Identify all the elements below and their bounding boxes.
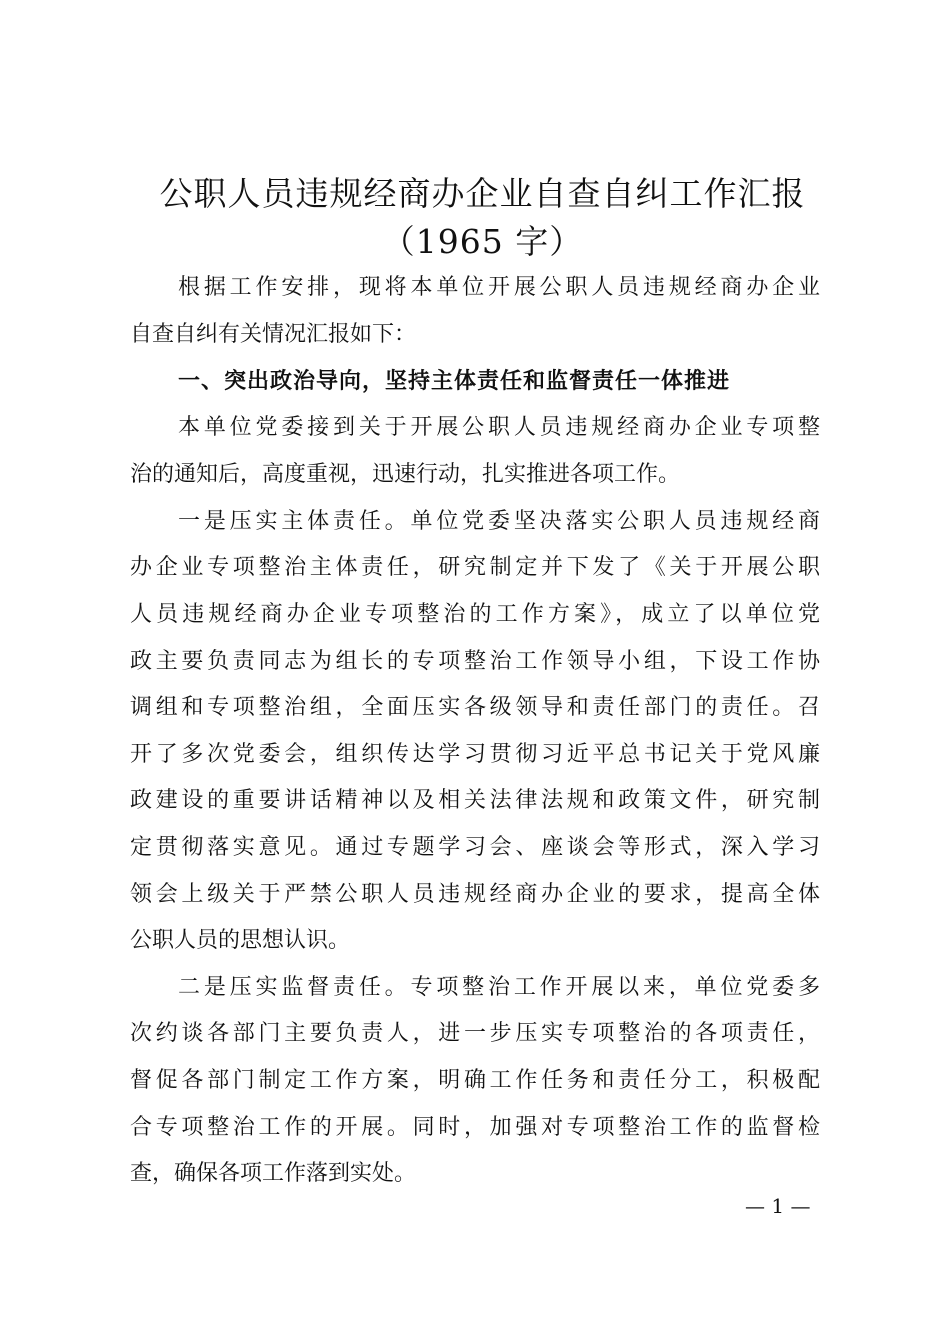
paragraph-line: 公职人员的思想认识。 (130, 928, 351, 953)
paragraph-line: 定贯彻落实意见。通过专题学习会、座谈会等形式，深入学习 (130, 835, 820, 860)
paragraph-line: 次约谈各部门主要负责人，进一步压实专项整治的各项责任， (130, 1021, 820, 1046)
paragraph-line: 合专项整治工作的开展。同时，加强对专项整治工作的监督检 (130, 1115, 820, 1140)
paragraph-line: 本单位党委接到关于开展公职人员违规经商办企业专项整 (178, 415, 820, 440)
paragraph-line: 开了多次党委会，组织传达学习贯彻习近平总书记关于党风廉 (130, 742, 820, 767)
paragraph-line: 查，确保各项工作落到实处。 (130, 1161, 417, 1186)
paragraph-line: 治的通知后，高度重视，迅速行动，扎实推进各项工作。 (130, 462, 681, 487)
paragraph-line: 根据工作安排，现将本单位开展公职人员违规经商办企业 (178, 275, 820, 300)
paragraph-line: 督促各部门制定工作方案，明确工作任务和责任分工，积极配 (130, 1068, 820, 1093)
paragraph-line: 一是压实主体责任。单位党委坚决落实公职人员违规经商 (178, 509, 820, 534)
paragraph-line: 办企业专项整治主体责任，研究制定并下发了《关于开展公职 (130, 555, 820, 580)
paragraph-line: 二是压实监督责任。专项整治工作开展以来，单位党委多 (178, 975, 820, 1000)
paragraph-line: 调组和专项整治组，全面压实各级领导和责任部门的责任。召 (130, 695, 820, 720)
page-number: — 1 — (745, 1194, 811, 1218)
paragraph-line: 政建设的重要讲话精神以及相关法律法规和政策文件，研究制 (130, 788, 820, 813)
paragraph-line: 人员违规经商办企业专项整治的工作方案》，成立了以单位党 (130, 602, 820, 627)
paragraph-line: 领会上级关于严禁公职人员违规经商办企业的要求，提高全体 (130, 882, 820, 907)
document-title: 公职人员违规经商办企业自查自纠工作汇报 (159, 174, 806, 213)
paragraph-line: 自查自纠有关情况汇报如下： (130, 322, 417, 347)
document-word-count: （1965 字） (381, 222, 584, 261)
section-heading: 一、突出政治导向，坚持主体责任和监督责任一体推进 (178, 369, 731, 394)
paragraph-line: 政主要负责同志为组长的专项整治工作领导小组，下设工作协 (130, 649, 820, 674)
